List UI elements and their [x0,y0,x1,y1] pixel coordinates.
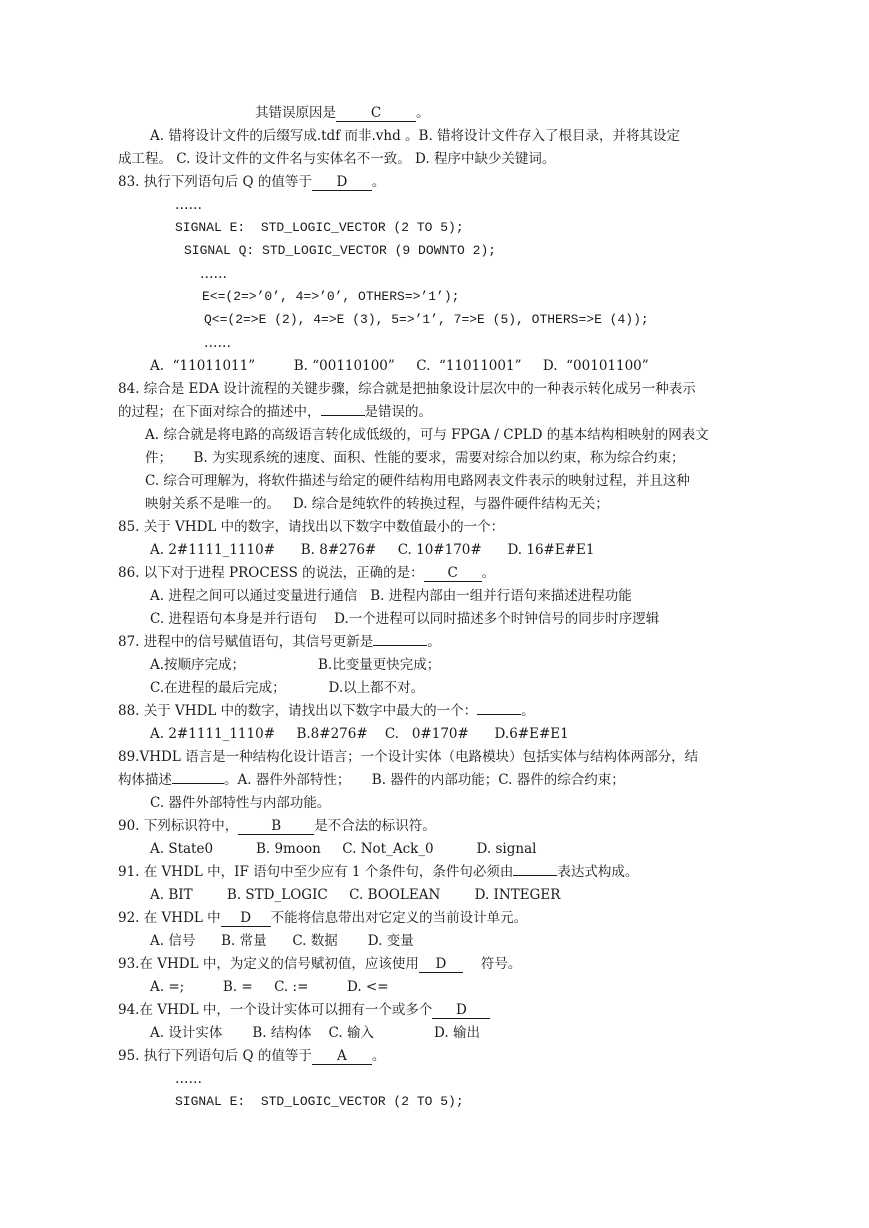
q89-question-line-2: 构体描述 。A. 器件外部特性； B. 器件的内部功能；C. 器件的综合约束； [118,772,625,788]
code-line: E<=(2=>’0’, 4=>’0’, OTHERS=>’1’); [202,289,460,304]
q84-answer-blank [321,415,365,416]
q83-options: A. “11011011” B. “00110100” C. “11011001” D. “00101100” [150,358,649,374]
q85-question: 85. 关于 VHDL 中的数字，请找出以下数字中数值最小的一个： [118,519,505,535]
q87-options-line-1: A.按顺序完成； B.比变量更快完成； [150,657,441,673]
q94-options: A. 设计实体 B. 结构体 C. 输入 D. 输出 [150,1025,480,1041]
q88-question: 88. 关于 VHDL 中的数字，请找出以下数字中最大的一个： 。 [118,703,535,719]
q93-question: 93.在 VHDL 中，为定义的信号赋初值，应该使用 D 符号。 [118,956,522,972]
q84-question-line-2: 的过程；在下面对综合的描述中， 是错误的。 [118,404,432,420]
q87-question: 87. 进程中的信号赋值语句，其信号更新是 。 [118,634,441,650]
code-line: SIGNAL Q: STD_LOGIC_VECTOR (9 DOWNTO 2); [184,243,497,258]
q87-options-line-2: C.在进程的最后完成； D.以上都不对。 [150,680,425,696]
code-ellipsis: …… [175,197,202,213]
q84-option-d: 映射关系不是唯一的。 D. 综合是纯软件的转换过程，与器件硬件结构无关； [145,496,609,512]
q90-question: 90. 下列标识符中， B 是不合法的标识符。 [118,818,436,834]
q86-answer-blank: C [424,565,482,582]
q83-answer-blank: D [312,174,372,191]
q88-answer-blank [477,714,521,715]
q89-answer-blank [172,783,224,784]
q88-options: A. 2#1111_1110# B.8#276# C. 0#170# D.6#E#E1 [150,726,569,742]
q93-options: A. =; B. = C. := D. <= [150,979,389,995]
q93-answer-blank: D [419,956,463,973]
q82-options-line-1: A. 错将设计文件的后缀写成.tdf 而非.vhd 。B. 错将设计文件存入了根目录，并将其设定 [150,128,681,144]
q84-question-line-1: 84. 综合是 EDA 设计流程的关键步骤，综合就是把抽象设计层次中的一种表示转化成另一种表示 [118,381,696,397]
q95-question: 95. 执行下列语句后 Q 的值等于 A 。 [118,1048,386,1064]
q84-option-a: A. 综合就是将电路的高级语言转化成低级的，可与 FPGA / CPLD 的基本结构相映射的网表文 [145,427,709,443]
q87-answer-blank [373,645,427,646]
q85-options: A. 2#1111_1110# B. 8#276# C. 10#170# D. 16#E#E1 [150,542,595,558]
q90-options: A. State0 B. 9moon C. Not_Ack_0 D. signal [150,841,537,857]
q91-answer-blank [513,875,557,876]
q92-question: 92. 在 VHDL 中 D 不能将信息带出对它定义的当前设计单元。 [118,910,528,926]
q94-question: 94.在 VHDL 中，一个设计实体可以拥有一个或多个 D [118,1001,490,1019]
q86-options-line-1: A. 进程之间可以通过变量进行通信 B. 进程内部由一组并行语句来描述进程功能 [150,588,632,604]
q92-answer-blank: D [221,910,271,927]
code-line: SIGNAL E: STD_LOGIC_VECTOR (2 TO 5); [175,220,464,235]
q92-options: A. 信号 B. 常量 C. 数据 D. 变量 [150,933,414,949]
q84-option-b: 件； B. 为实现系统的速度、面积、性能的要求，需要对综合加以约束，称为综合约束； [145,450,685,466]
q91-question: 91. 在 VHDL 中，IF 语句中至少应有 1 个条件句，条件句必须由 表达式构成。 [118,864,639,880]
q84-option-c: C. 综合可理解为，将软件描述与给定的硬件结构用电路网表文件表示的映射过程，并且这种 [145,473,690,489]
q83-question: 83. 执行下列语句后 Q 的值等于 D 。 [118,174,386,190]
code-ellipsis: …… [204,335,231,351]
code-ellipsis: …… [175,1071,202,1087]
q89-question-line-1: 89.VHDL 语言是一种结构化设计语言；一个设计实体（电路模块）包括实体与结构体两部分，结 [118,749,699,765]
q94-answer-blank: D [432,1002,490,1019]
q86-options-line-2: C. 进程语句本身是并行语句 D.一个进程可以同时描述多个时钟信号的同步时序逻辑 [150,611,660,627]
q82-answer-line: 其错误原因是 C 。 [255,105,430,121]
q91-options: A. BIT B. STD_LOGIC C. BOOLEAN D. INTEGER [150,887,561,903]
code-line: Q<=(2=>E (2), 4=>E (3), 5=>’1’, 7=>E (5), OTHERS=>E (4)); [204,312,649,327]
q86-question: 86. 以下对于进程 PROCESS 的说法，正确的是： C 。 [118,565,496,581]
q90-answer-blank: B [238,818,314,835]
q95-answer-blank: A [312,1048,372,1065]
code-line: SIGNAL E: STD_LOGIC_VECTOR (2 TO 5); [175,1094,464,1109]
q89-option-extra: C. 器件外部特性与内部功能。 [150,795,331,811]
q82-answer-blank: C [336,105,416,122]
code-ellipsis: …… [200,266,227,282]
q82-options-line-2: 成工程。 C. 设计文件的文件名与实体名不一致。 D. 程序中缺少关键词。 [118,151,556,167]
